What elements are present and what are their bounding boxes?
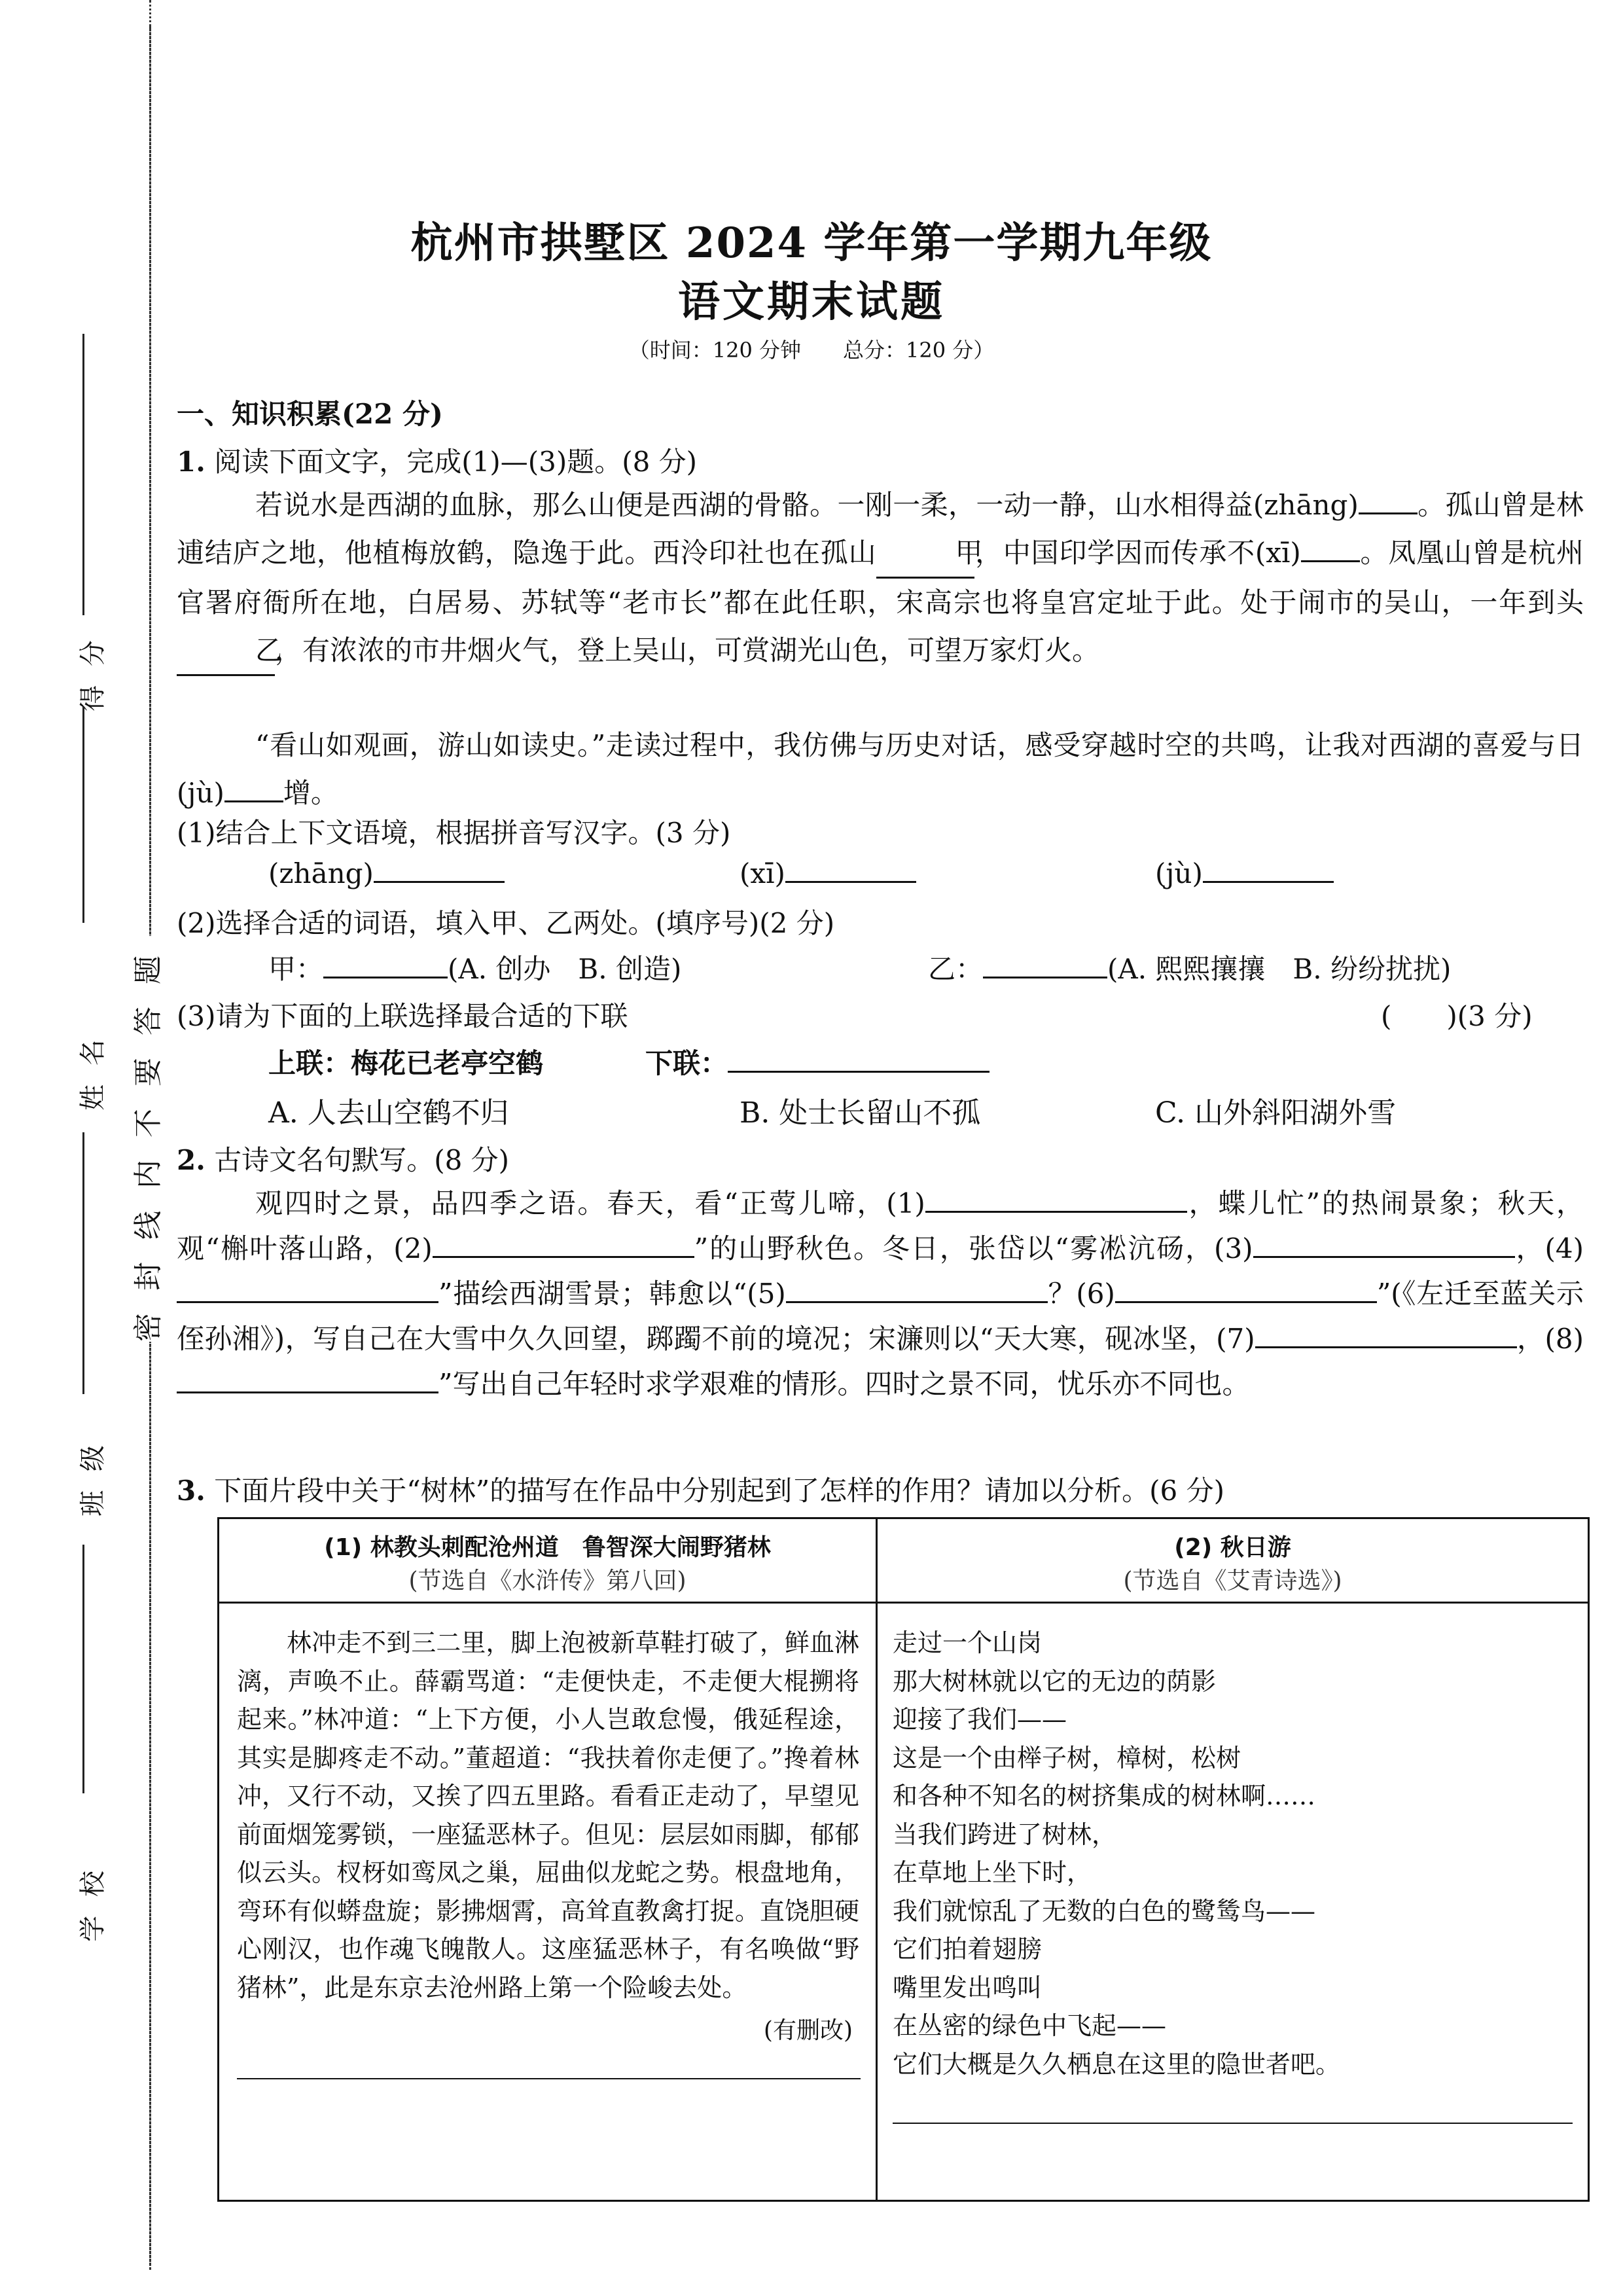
left-header xyxy=(219,1518,877,1603)
name-write-line[interactable] xyxy=(82,1132,84,1394)
option-a: A. 人去山空鹤不归 xyxy=(268,1096,509,1130)
excerpt-1-text: 林冲走不到三二里，脚上泡被新草鞋打破了，鲜血淋漓，声唤不止。薛霸骂道：“走便快走，不走便大棍搠将起来。”林冲道：“上下方便，小人岂敢怠慢，俄延程途，其实是脚疼走不动。”董超道：“我扶着你走便了。”搀着林冲，又行不动，又挨了四五里路。看看正走动了，早望见前面烟笼雾锁，一座猛恶林子。但见：层层如雨脚，郁郁似云头。杈枒如鸾凤之巢，屈曲似龙蛇之势。根盘地角，弯环有似蟒盘旋；影拂烟霄，高耸直教禽打捉。直饶胆硬心刚汉，也作魂飞魄散人。这座猛恶林子，有名唤做“野猪林”，此是东京去沧州路上第一个险峻去处。 xyxy=(237,1628,859,2002)
margin-label-class: 班 级 xyxy=(77,1440,108,1516)
answer-blank[interactable] xyxy=(728,1071,990,1073)
question-prompt: 下面片段中关于“树林”的描写在作品中分别起到了怎样的作用？请加以分析。(6 分) xyxy=(214,1475,1225,1507)
score-divider-line xyxy=(82,707,84,923)
pinyin-ju xyxy=(1155,857,1334,889)
pinyin-xi xyxy=(740,857,916,889)
choice-label: 乙： xyxy=(928,953,984,985)
inline-blank xyxy=(224,800,283,802)
poem-line: 嘴里发出鸣叫 xyxy=(893,1973,1043,2002)
answer-blank[interactable] xyxy=(925,1211,1187,1213)
passage-text: 增。 xyxy=(283,777,338,809)
passage-text: ”描绘西湖雪景；韩愈以“(5) xyxy=(438,1278,786,1310)
margin-label-score: 得 分 xyxy=(77,635,108,711)
pinyin-label: (zhāng) xyxy=(268,857,374,889)
excerpt-table xyxy=(217,1517,1590,2202)
left-body xyxy=(219,1603,877,2201)
seal-warning: 密封线内不要答题 xyxy=(132,933,165,1342)
poem-line: 那大树林就以它的无边的荫影 xyxy=(893,1666,1217,1696)
question-number: 2. xyxy=(177,1144,205,1176)
passage-text: 若说水是西湖的血脉，那么山便是西湖的骨骼。一刚一柔，一动一静，山水相得益(zhāng) xyxy=(255,489,1359,521)
poem-line: 迎接了我们—— xyxy=(893,1705,1067,1734)
poem-line: 在丛密的绿色中飞起—— xyxy=(893,2011,1167,2040)
reading-passage-1 xyxy=(177,481,1584,676)
passage-text: ？(6) xyxy=(1047,1278,1115,1310)
inline-blank xyxy=(1301,560,1360,562)
pinyin-label: (xī) xyxy=(740,857,785,889)
question-1-heading xyxy=(177,440,697,480)
q1-sub1: (1)结合上下文语境，根据拼音写汉字。(3 分) xyxy=(177,817,731,849)
answer-blank[interactable] xyxy=(1255,1346,1517,1348)
answer-blank[interactable] xyxy=(983,977,1107,978)
poetry-recitation xyxy=(177,1181,1584,1407)
exam-subject-title: 语文期末试题 xyxy=(678,278,945,327)
passage-text: ”写出自己年轻时求学艰难的情形。四时之景不同，忧乐亦不同也。 xyxy=(438,1368,1250,1400)
passage-text: ，蝶儿忙”的热闹景象；秋天，观“槲叶落山路，(2) xyxy=(177,1187,1584,1265)
poem-line: 和各种不知名的树挤集成的树林啊…… xyxy=(893,1782,1316,1810)
passage-text: ”的山野秋色。冬日，张岱以“雾凇沆砀，(3) xyxy=(694,1232,1253,1265)
section-heading: 一、知识积累(22 分) xyxy=(177,398,443,430)
answer-blank[interactable] xyxy=(374,881,505,883)
question-prompt: 阅读下面文字，完成(1)—(3)题。(8 分) xyxy=(214,446,698,478)
passage-text: “看山如观画，游山如读史。”走读过程中，我仿佛与历史对话，感受穿越时空的共鸣，让我对西湖的喜爱与日(jù) xyxy=(177,729,1584,809)
question-2-heading xyxy=(177,1139,509,1178)
poem-line: 我们就惊乱了无数的白色的鹭鸶鸟—— xyxy=(893,1896,1316,1926)
couplet-down xyxy=(645,1042,990,1081)
question-3-heading xyxy=(177,1469,1224,1509)
answer-blank[interactable] xyxy=(1203,881,1334,883)
jia-choice xyxy=(268,948,681,987)
inline-blank xyxy=(1359,512,1418,514)
yi-choice xyxy=(928,948,1451,987)
excerpt-2-poem xyxy=(878,1604,1587,2083)
pinyin-label: (jù) xyxy=(1155,857,1203,889)
excerpt-2-source: (节选自《艾青诗选》) xyxy=(1123,1568,1342,1594)
pinyin-zhang xyxy=(268,857,505,889)
poem-line: 它们大概是久久栖息在这里的隐世者吧。 xyxy=(893,2049,1341,2079)
passage-text: 。孤山曾是林逋结庐之地，他植梅放鹤，隐逸于此。西泠印社也在孤山 xyxy=(177,489,1584,569)
excerpt-2-title: (2) 秋日游 xyxy=(1174,1534,1291,1561)
reading-passage-2 xyxy=(177,721,1584,817)
answer-blank[interactable] xyxy=(786,1301,1048,1303)
passage-text: 。凤凰山曾是杭州官署府衙所在地，白居易、苏轼等“老市长”都在此任职，宋高宗也将皇宫定址于此。处于闹市的吴山，一年到头 xyxy=(177,537,1584,619)
excerpt-1-note: (有删改) xyxy=(763,2017,853,2044)
answer-blank[interactable] xyxy=(785,881,916,883)
choice-options: (A. 创办 B. 创造) xyxy=(448,953,682,985)
right-body xyxy=(877,1603,1589,2201)
poem-line: 走过一个山岗 xyxy=(893,1628,1043,1657)
passage-text: ，(4) xyxy=(1514,1232,1584,1265)
answer-line-left[interactable] xyxy=(237,2078,861,2079)
question-prompt: 古诗文名句默写。(8 分) xyxy=(214,1144,510,1176)
passage-text: 观四时之景，品四季之语。春天，看“正莺儿啼，(1) xyxy=(255,1187,925,1219)
question-number: 1. xyxy=(177,446,205,478)
passage-text: ”(《左迁至蓝关示侄孙湘》)，写自己在大雪中久久回望，踯躅不前的境况；宋濂则以“天大寒，砚冰坚，(7) xyxy=(177,1278,1584,1355)
poem-line: 在草地上坐下时， xyxy=(893,1858,1092,1887)
passage-text: ，中国印学因而传承不(xī) xyxy=(974,537,1301,569)
answer-blank[interactable] xyxy=(1253,1256,1515,1258)
poem-line: 它们拍着翅膀 xyxy=(893,1935,1043,1964)
exam-time-score: （时间：120 分钟 总分：120 分） xyxy=(628,338,995,363)
exam-title: 杭州市拱墅区 2024 学年第一学期九年级 xyxy=(410,219,1213,268)
question-number: 3. xyxy=(177,1475,205,1507)
q1-sub3: (3)请为下面的上联选择最合适的下联 xyxy=(177,1000,628,1032)
answer-blank[interactable] xyxy=(177,1301,438,1303)
margin-label-school: 学 校 xyxy=(77,1865,108,1942)
class-write-line[interactable] xyxy=(82,1545,84,1793)
blank-yi: 乙 xyxy=(177,626,275,676)
option-c: C. 山外斜阳湖外雪 xyxy=(1155,1096,1397,1130)
option-b: B. 处士长留山不孤 xyxy=(740,1096,981,1130)
q1-sub2: (2)选择合适的词语，填入甲、乙两处。(填序号)(2 分) xyxy=(177,907,835,939)
couplet-up: 上联：梅花已老亭空鹤 xyxy=(268,1047,544,1079)
score-write-line[interactable] xyxy=(82,334,84,615)
couplet-down-label: 下联： xyxy=(645,1047,728,1079)
choice-label: 甲： xyxy=(268,953,324,985)
q1-sub3-score: ( )(3 分) xyxy=(1381,1000,1533,1032)
blank-jia: 甲 xyxy=(876,529,974,579)
poem-line: 当我们跨进了树林， xyxy=(893,1820,1117,1849)
poem-line: 这是一个由榉子树，樟树，松树 xyxy=(893,1743,1241,1772)
choice-options: (A. 熙熙攘攘 B. 纷纷扰扰) xyxy=(1107,953,1452,985)
answer-line-right[interactable] xyxy=(893,2123,1573,2124)
excerpt-1-source: (节选自《水浒传》第八回) xyxy=(408,1568,687,1594)
right-header xyxy=(877,1518,1589,1603)
answer-blank[interactable] xyxy=(323,977,448,978)
answer-blank[interactable] xyxy=(1115,1301,1377,1303)
excerpt-1-title: (1) 林教头刺配沧州道 鲁智深大闹野猪林 xyxy=(324,1534,771,1561)
answer-blank[interactable] xyxy=(433,1256,694,1258)
margin-label-name: 姓 名 xyxy=(77,1034,108,1111)
passage-text: ，(8) xyxy=(1516,1323,1584,1355)
answer-blank[interactable] xyxy=(177,1391,438,1393)
passage-text: ，有浓浓的市井烟火气，登上吴山，可赏湖光山色，可望万家灯火。 xyxy=(275,634,1100,666)
